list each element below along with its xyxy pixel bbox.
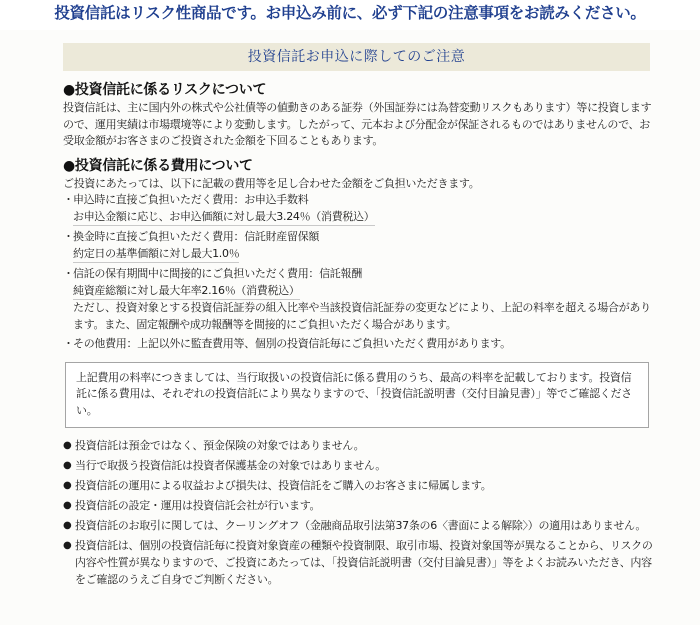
fee-bullet: ・ — [63, 230, 74, 243]
fee-detail: 純資産総額に対し最大年率2.16％（消費税込） — [73, 283, 300, 301]
risk-body: 投資信託は、主に国内外の株式や公社債等の値動きのある証券（外国証券には為替変動リスクもあります）等に投資しますので、運用実績は市場環境等により変動します。したがって、元本および分配金が保証されるものではありませんので、お受取金額がお客さまのご投資された金額を下回ることもあります。 — [63, 101, 652, 147]
fee-title: 信託の保有期間中に間接的にご負担いただく費用：信託報酬 — [73, 267, 362, 280]
note-item — [63, 437, 653, 454]
notice-content — [63, 80, 653, 591]
fees-intro: ご投資にあたっては、以下に記載の費用等を足し合わせた金額をご負担いただきます。 — [63, 176, 480, 190]
risk-warning-banner: 投資信託はリスク性商品です。お申込み前に、必ず下記の注意事項をお読みください。 — [54, 3, 646, 22]
note-text: 投資信託は預金ではなく、預金保険の対象ではありません。 — [75, 439, 365, 452]
note-text: 投資信託は、個別の投資信託毎に投資対象資産の種類や投資制限、取引市場、投資対象国等が異なることから、リスクの内容や性質が異なりますので、ご投資にあたっては、「投資信託説明書（交付目論見書）」等をよくお読みいただき、内容をご確認のうえご自身でご判断ください。 — [75, 539, 653, 586]
fee-item-application — [63, 192, 653, 226]
fee-bullet: ・ — [63, 267, 74, 280]
note-item — [63, 457, 653, 474]
bullet-icon: ● — [63, 460, 72, 471]
note-text: 投資信託のお取引に関しては、クーリングオフ（金融商品取引法第37条の6〈書面による解除〉）の適用はありません。 — [75, 519, 647, 532]
bullet-icon: ● — [63, 520, 72, 531]
bullet-icon: ● — [63, 500, 72, 511]
note-item — [63, 477, 653, 494]
fee-title: その他費用：上記以外に監査費用等、個別の投資信託毎にご負担いただく費用があります。 — [73, 337, 511, 350]
notes-list — [63, 437, 653, 588]
fee-title: 換金時に直接ご負担いただく費用：信託財産留保額 — [73, 230, 320, 243]
bullet-icon: ● — [63, 440, 72, 451]
fee-item-redemption — [63, 229, 653, 263]
notice-title: 投資信託お申込に際してのご注意 — [63, 43, 650, 71]
fees-heading: ●投資信託に係る費用について — [63, 157, 253, 174]
note-item — [63, 497, 653, 514]
note-text: 当行で取扱う投資信託は投資者保護基金の対象ではありません。 — [75, 459, 386, 472]
fee-title: 申込時に直接ご負担いただく費用：お申込手数料 — [73, 193, 309, 206]
fee-bullet: ・ — [63, 193, 74, 206]
note-item — [63, 537, 653, 588]
risk-heading: ●投資信託に係るリスクについて — [63, 82, 267, 98]
fee-detail: お申込金額に応じ、お申込価額に対し最大3.24％（消費税込） — [73, 209, 375, 227]
fee-rate-note-box: 上記費用の料率につきましては、当行取扱いの投資信託に係る費用のうち、最高の料率を記載しております。投資信託に係る費用は、それぞれの投資信託により異なりますので、「投資信託説明書（交付目論見書）」等でご確認ください。 — [65, 362, 649, 429]
note-text: 投資信託の運用による収益および損失は、投資信託をご購入のお客さまに帰属します。 — [75, 479, 492, 492]
note-item — [63, 517, 653, 534]
note-text: 投資信託の設定・運用は投資信託会社が行います。 — [75, 499, 321, 512]
fee-bullet: ・ — [63, 337, 74, 350]
bullet-icon: ● — [63, 480, 72, 491]
fee-detail: 約定日の基準価額に対し最大1.0％ — [73, 246, 239, 264]
fee-item-trust-fee — [63, 266, 653, 333]
fee-note: ただし、投資対象とする投資信託証券の組入比率や当該投資信託証券の変更などにより、上記の料率を超える場合があります。また、固定報酬や成功報酬等を間接的にご負担いただく場合があります。 — [73, 301, 651, 331]
fee-item-other — [63, 336, 653, 353]
notice-panel — [0, 30, 700, 625]
bullet-icon: ● — [63, 540, 72, 551]
